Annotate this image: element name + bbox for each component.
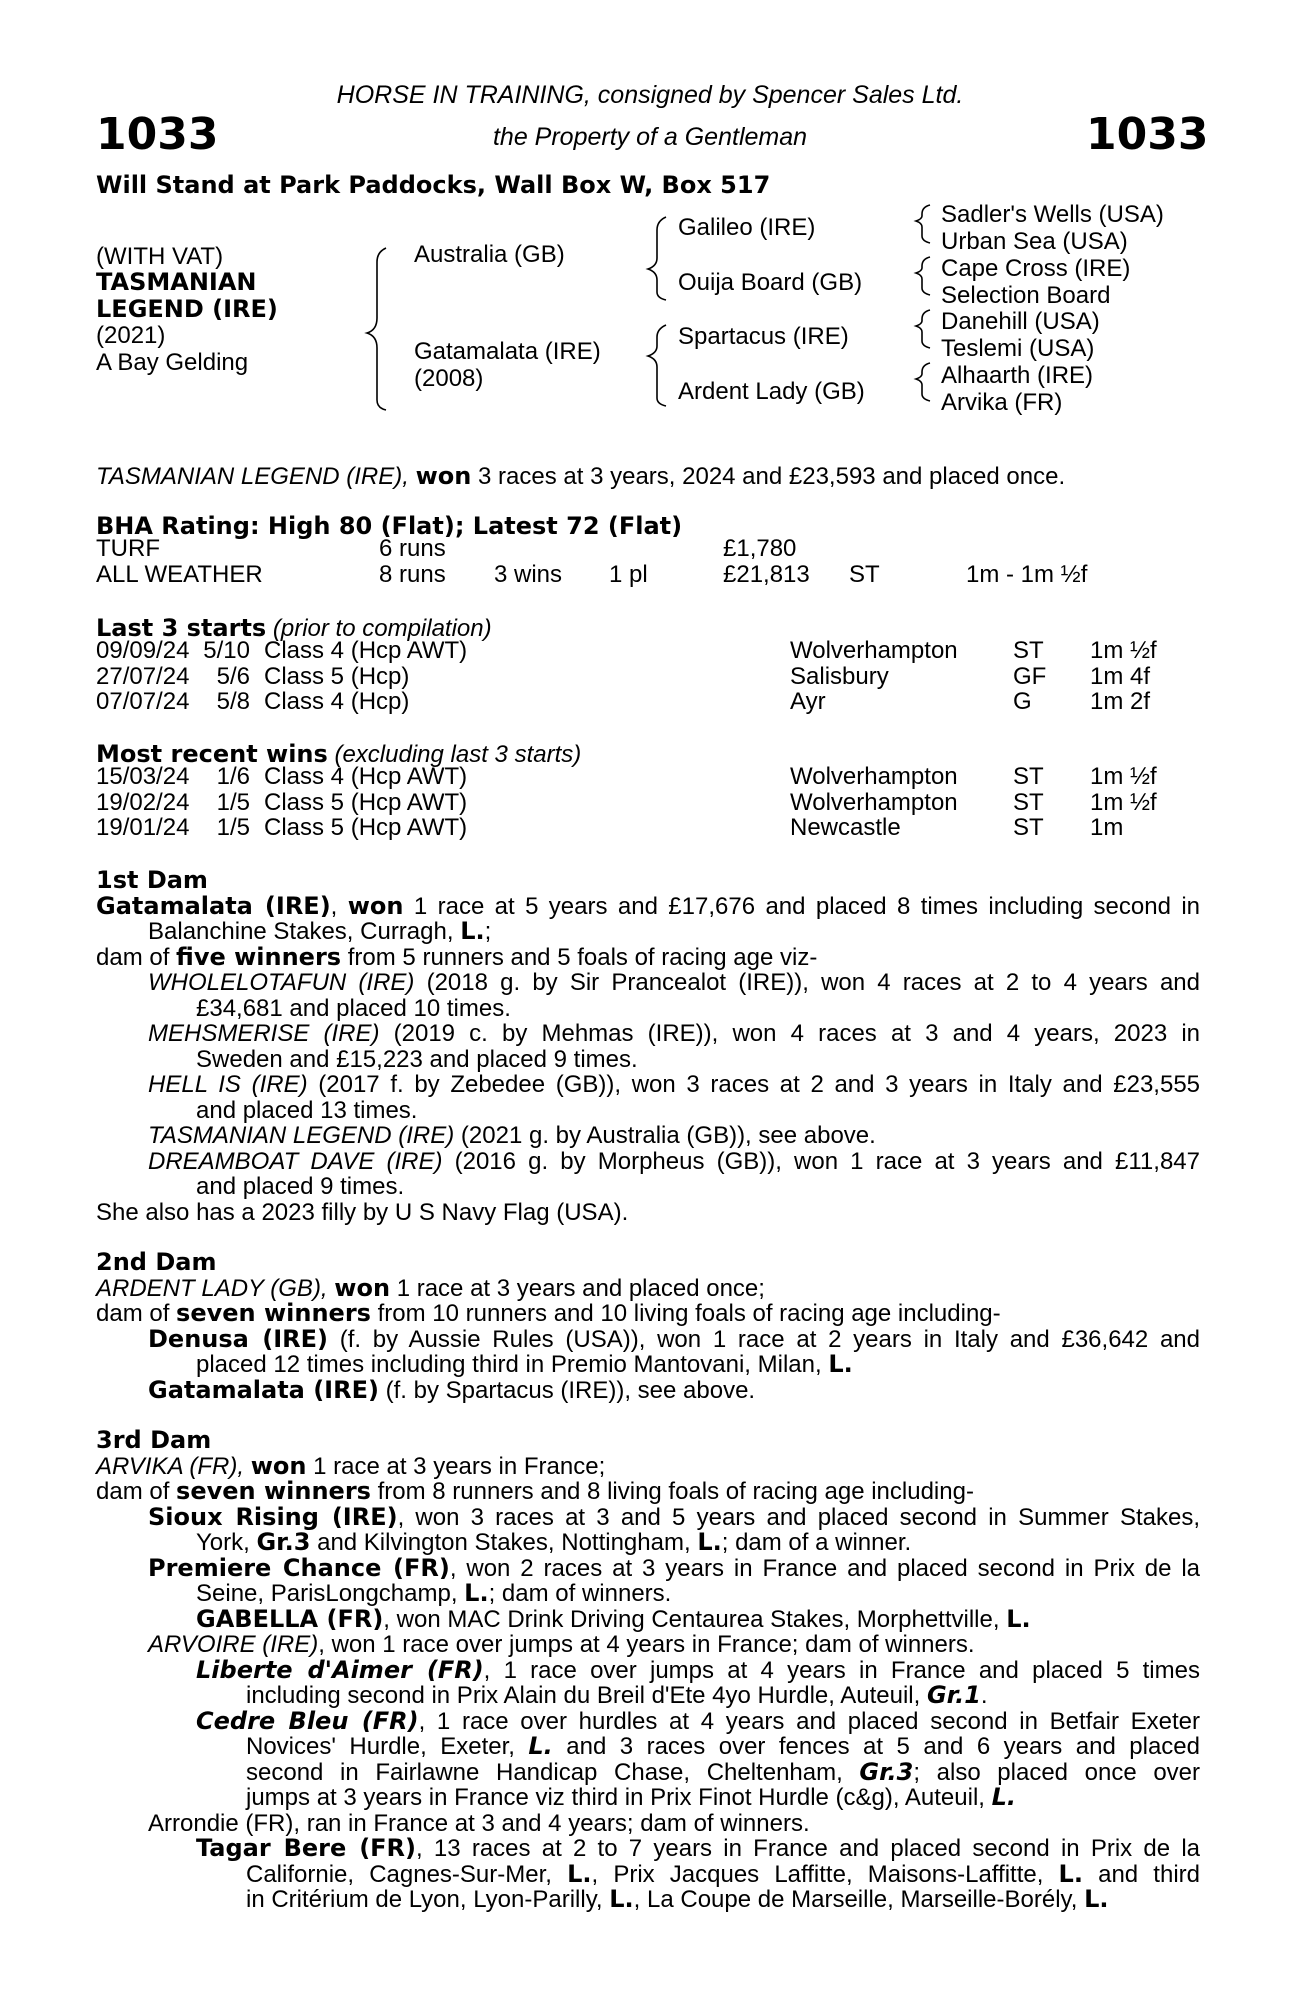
start-date: 07/07/24	[96, 688, 190, 715]
first-dam-section	[96, 868, 1200, 1225]
bracket-dam-line	[648, 325, 666, 406]
rating-title: BHA Rating: High 80 (Flat); Latest 72 (Flat)	[96, 512, 683, 540]
win-going: ST	[1013, 814, 1044, 841]
last3-title: Last 3 starts	[96, 614, 267, 642]
rating-prize: £21,813	[723, 560, 810, 588]
consignor-line: HORSE IN TRAINING, consigned by Spencer Sales Ltd.	[336, 81, 964, 109]
property-line: the Property of a Gentleman	[492, 123, 808, 151]
start-position: 5/10	[203, 637, 250, 664]
produce-entry: Sioux Rising (IRE), won 3 races at 3 and 5 years and placed second in Summer Stakes,	[148, 1502, 1200, 1531]
rating-table	[96, 536, 1087, 587]
third-dam-produce-intro: dam of seven winners from 8 runners and 8 living foals of racing age including-	[96, 1477, 974, 1505]
produce-entry: TASMANIAN LEGEND (IRE) (2021 g. by Australia (GB)), see above.	[148, 1122, 876, 1149]
ancestor-8: Arvika (FR)	[941, 389, 1063, 416]
start-position: 5/6	[216, 662, 250, 690]
summary-horse-name: TASMANIAN LEGEND (IRE),	[96, 463, 409, 490]
start-course: Ayr	[790, 688, 826, 715]
race-summary	[96, 464, 1065, 489]
win-going: ST	[1013, 788, 1044, 816]
win-distance: 1m ½f	[1090, 788, 1157, 816]
table-row	[96, 764, 1157, 790]
third-dam-name: ARVIKA (FR),	[96, 1452, 245, 1480]
summary-won: won	[415, 462, 472, 490]
third-dam-line: ARVIKA (FR), won 1 race at 3 years in France;	[96, 1451, 606, 1480]
rating-row-turf	[96, 536, 1087, 562]
dam-sire-name: Spartacus (IRE)	[678, 323, 849, 350]
win-distance: 1m	[1090, 814, 1124, 841]
lot-number-left: 1033	[96, 109, 219, 160]
first-dam-produce-intro: dam of five winners from 5 runners and 5 foals of racing age viz-	[96, 942, 818, 971]
produce-entry-cont: Sweden and £15,223 and placed 9 times.	[196, 1045, 638, 1073]
win-class: Class 5 (Hcp AWT)	[264, 788, 468, 816]
produce-entry-cont: and placed 13 times.	[196, 1096, 418, 1124]
start-class: Class 4 (Hcp AWT)	[264, 637, 468, 664]
second-dam-produce-intro: dam of seven winners from 10 runners and 10 living foals of racing age including-	[96, 1299, 1001, 1327]
win-distance: 1m ½f	[1090, 763, 1157, 790]
win-date: 19/02/24	[96, 788, 190, 816]
third-dam-heading: 3rd Dam	[96, 1426, 212, 1454]
produce-entry-cont: second in Fairlawne Handicap Chase, Cheltenham, Gr.3; also placed once over	[246, 1757, 1201, 1786]
win-position: 1/6	[216, 763, 250, 790]
produce-entry: Cedre Bleu (FR), 1 race over hurdles at 4 years and placed second in Betfair Exeter	[196, 1706, 1200, 1735]
rating-going	[849, 536, 966, 562]
rating-label: TURF	[96, 535, 160, 562]
ancestor-1: Sadler's Wells (USA)	[941, 201, 1164, 228]
ancestor-3: Cape Cross (IRE)	[941, 255, 1131, 282]
horse-year: (2021)	[96, 322, 166, 349]
start-date: 27/07/24	[96, 662, 190, 690]
produce-entry: DREAMBOAT DAVE (IRE) (2016 g. by Morpheus (GB)), won 1 race at 3 years and £11,847	[148, 1147, 1200, 1175]
produce-entry-cont: York, Gr.3 and Kilvington Stakes, Nottingham, L.; dam of a winner.	[196, 1528, 912, 1556]
produce-entry-cont: and placed 9 times.	[196, 1173, 405, 1200]
rating-distance	[966, 536, 1087, 562]
second-dam-line: ARDENT LADY (GB), won 1 race at 3 years and placed once;	[96, 1273, 765, 1302]
win-date: 15/03/24	[96, 763, 190, 790]
second-dam-heading: 2nd Dam	[96, 1248, 217, 1276]
rating-row-aw	[96, 562, 1087, 588]
produce-entry: HELL IS (IRE) (2017 f. by Zebedee (GB)), won 3 races at 2 and 3 years in Italy and £23,555	[148, 1071, 1201, 1098]
first-dam-name: Gatamalata (IRE)	[96, 891, 331, 920]
produce-entry-cont: placed 12 times including third in Premio Mantovani, Milan, L.	[196, 1350, 853, 1378]
last3-table	[96, 638, 1157, 715]
second-dam-section	[96, 1250, 1200, 1403]
bracket-g2	[916, 257, 930, 295]
horse-description: A Bay Gelding	[96, 349, 249, 376]
start-class: Class 4 (Hcp)	[264, 688, 410, 715]
start-distance: 1m 2f	[1090, 688, 1151, 715]
first-dam-heading: 1st Dam	[96, 866, 208, 894]
summary-text: 3 races at 3 years, 2024 and £23,593 and placed once.	[471, 463, 1066, 490]
start-course: Wolverhampton	[790, 637, 958, 664]
start-distance: 1m ½f	[1090, 637, 1157, 664]
table-row	[96, 790, 1157, 816]
table-row	[96, 638, 1157, 664]
produce-entry-cont: Seine, ParisLongchamp, L.; dam of winners.	[196, 1579, 672, 1607]
win-position: 1/5	[216, 814, 250, 841]
ancestor-6: Teslemi (USA)	[941, 335, 1095, 362]
produce-entry: MEHSMERISE (IRE) (2019 c. by Mehmas (IRE)), won 4 races at 3 and 4 years, 2023 in	[148, 1020, 1201, 1047]
win-course: Newcastle	[790, 814, 901, 841]
start-going: G	[1013, 688, 1032, 715]
third-dam-section	[96, 1428, 1200, 1913]
sire-sire-name: Galileo (IRE)	[678, 214, 816, 241]
dam-dam-name: Ardent Lady (GB)	[678, 378, 865, 405]
rating-going: ST	[849, 560, 880, 588]
start-going: ST	[1013, 637, 1044, 664]
start-course: Salisbury	[790, 662, 889, 690]
ancestor-7: Alhaarth (IRE)	[941, 362, 1094, 389]
produce-entry: Liberte d'Aimer (FR), 1 race over jumps at 4 years in France and placed 5 times	[196, 1655, 1200, 1684]
start-position: 5/8	[216, 688, 250, 715]
recent-wins-table	[96, 764, 1157, 841]
recent-wins-title: Most recent wins	[96, 740, 328, 768]
produce-entry: ARVOIRE (IRE), won 1 race over jumps at 4 years in France; dam of winners.	[148, 1631, 975, 1658]
rating-wins	[494, 536, 609, 562]
win-date: 19/01/24	[96, 814, 190, 841]
produce-entry: Tagar Bere (FR), 13 races at 2 to 7 years in France and placed second in Prix de la	[196, 1834, 1201, 1862]
table-row	[96, 689, 1157, 715]
sire-name: Australia (GB)	[414, 241, 565, 268]
bracket-sire-line	[648, 217, 666, 300]
start-date: 09/09/24	[96, 637, 190, 664]
produce-entry-cont: Novices' Hurdle, Exeter, L. and 3 races over fences at 5 and 6 years and placed	[246, 1732, 1200, 1760]
start-going: GF	[1013, 662, 1047, 690]
table-row	[96, 664, 1157, 690]
table-row	[96, 815, 1157, 841]
ancestor-2: Urban Sea (USA)	[941, 228, 1128, 255]
rating-placed: 1 pl	[609, 560, 648, 588]
horse-name-line1: TASMANIAN	[96, 268, 257, 296]
location-line: Will Stand at Park Paddocks, Wall Box W, Box 517	[96, 171, 771, 199]
start-distance: 1m 4f	[1090, 662, 1151, 690]
first-dam-also: She also has a 2023 filly by U S Navy Flag (USA).	[96, 1198, 629, 1226]
rating-runs: 6 runs	[379, 535, 446, 562]
vat-note: (WITH VAT)	[96, 243, 224, 270]
produce-entry: Denusa (IRE) (f. by Aussie Rules (USA)), won 1 race at 2 years in Italy and £36,642 and	[148, 1324, 1201, 1353]
rating-runs: 8 runs	[379, 560, 446, 588]
produce-entry-cont: including second in Prix Alain du Breil d'Ete 4yo Hurdle, Auteuil, Gr.1.	[246, 1681, 988, 1709]
produce-entry-cont: in Critérium de Lyon, Lyon-Parilly, L., La Coupe de Marseille, Marseille-Borély, L.	[246, 1885, 1109, 1913]
lot-number-right: 1033	[1086, 109, 1209, 160]
produce-entry: Arrondie (FR), ran in France at 3 and 4 years; dam of winners.	[148, 1809, 810, 1837]
ancestor-4: Selection Board	[941, 282, 1111, 309]
produce-entry-cont: Californie, Cagnes-Sur-Mer, L., Prix Jacques Laffitte, Maisons-Laffitte, L. and third	[246, 1859, 1200, 1888]
win-class: Class 5 (Hcp AWT)	[264, 814, 468, 841]
bracket-sire-dam	[367, 248, 386, 410]
recent-wins-note: (excluding last 3 starts)	[334, 741, 582, 768]
produce-entry: GABELLA (FR), won MAC Drink Driving Centaurea Stakes, Morphettville, L.	[196, 1604, 1031, 1633]
win-class: Class 4 (Hcp AWT)	[264, 763, 468, 790]
ancestor-5: Danehill (USA)	[941, 308, 1100, 335]
bracket-g1	[916, 205, 930, 243]
start-class: Class 5 (Hcp)	[264, 662, 410, 690]
rating-placed	[609, 536, 723, 562]
rating-label: ALL WEATHER	[96, 560, 263, 588]
produce-entry: Gatamalata (IRE) (f. by Spartacus (IRE)), see above.	[148, 1375, 756, 1404]
first-dam-line: Balanchine Stakes, Curragh, L.;	[148, 917, 492, 945]
win-course: Wolverhampton	[790, 788, 958, 816]
bracket-g4	[916, 363, 930, 401]
win-course: Wolverhampton	[790, 763, 958, 790]
win-going: ST	[1013, 763, 1044, 790]
last3-note: (prior to compilation)	[272, 615, 492, 642]
rating-prize: £1,780	[723, 535, 797, 562]
rating-distance: 1m - 1m ½f	[966, 560, 1088, 588]
rating-wins: 3 wins	[494, 560, 563, 588]
bracket-g3	[916, 310, 930, 348]
win-position: 1/5	[216, 788, 250, 816]
second-dam-name: ARDENT LADY (GB),	[96, 1274, 328, 1302]
produce-entry-cont: jumps at 3 years in France viz third in Prix Finot Hurdle (c&g), Auteuil, L.	[246, 1783, 1017, 1811]
produce-entry: Premiere Chance (FR), won 2 races at 3 years in France and placed second in Prix de la	[148, 1553, 1201, 1582]
sire-dam-name: Ouija Board (GB)	[678, 269, 863, 296]
dam-year: (2008)	[414, 365, 484, 392]
produce-entry-cont: £34,681 and placed 10 times.	[196, 994, 511, 1022]
first-dam-line: Gatamalata (IRE), won 1 race at 5 years and £17,676 and placed 8 times including second in	[96, 891, 1200, 920]
dam-name: Gatamalata (IRE)	[414, 338, 601, 365]
produce-entry: WHOLELOTAFUN (IRE) (2018 g. by Sir Prancealot (IRE)), won 4 races at 2 to 4 years and	[148, 969, 1200, 996]
horse-name-line2: LEGEND (IRE)	[96, 295, 278, 323]
